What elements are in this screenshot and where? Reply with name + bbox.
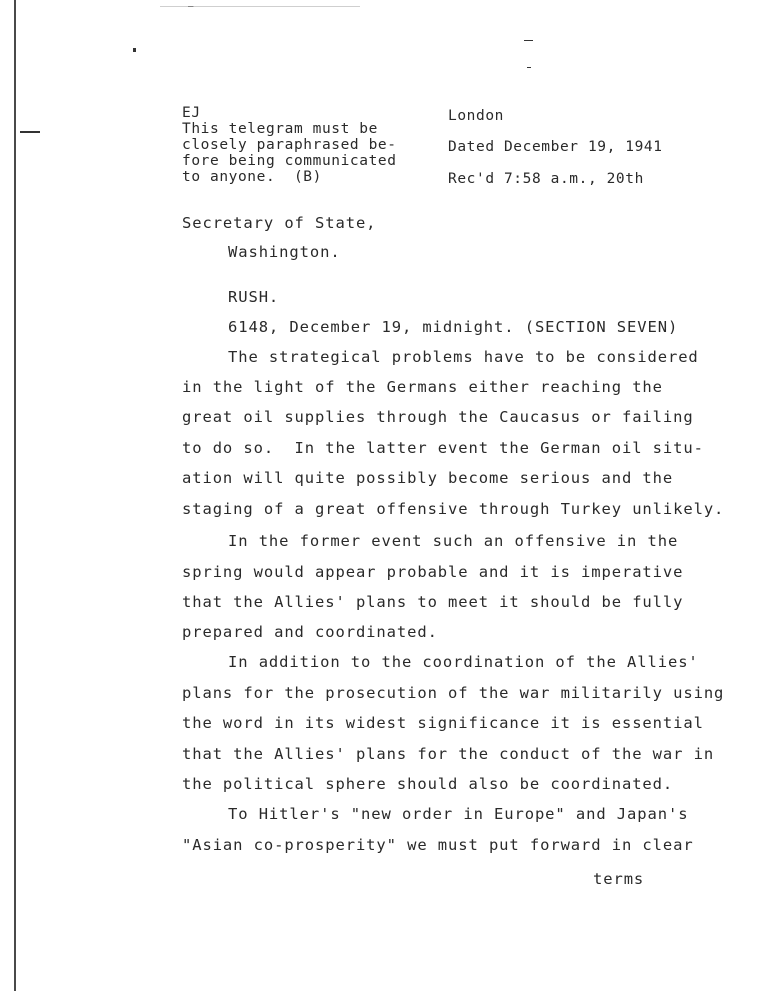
scan-speck — [133, 48, 136, 52]
routing-notice-line: This telegram must be — [182, 121, 378, 137]
body-line: that the Allies' plans to meet it should be fully — [182, 593, 684, 611]
scan-margin-mark — [20, 131, 40, 133]
body-line: The strategical problems have to be considered — [228, 348, 699, 366]
body-line: that the Allies' plans for the conduct of the war in — [182, 745, 715, 763]
scan-left-edge — [14, 0, 16, 991]
body-line: plans for the prosecution of the war militarily using — [182, 684, 725, 702]
body-line: prepared and coordinated. — [182, 623, 438, 641]
addressee-city: Washington. — [228, 243, 341, 261]
body-line: In the former event such an offensive in the — [228, 532, 679, 550]
dated-line: Dated December 19, 1941 — [448, 139, 663, 155]
body-line: great oil supplies through the Caucasus or failing — [182, 408, 694, 426]
body-line: to do so. In the latter event the German oil situ- — [182, 439, 704, 457]
body-line: staging of a great offensive through Turkey unlikely. — [182, 500, 725, 518]
body-line: the political sphere should also be coordinated. — [182, 775, 674, 793]
body-line: spring would appear probable and it is imperative — [182, 563, 684, 581]
scan-speck — [527, 67, 531, 68]
received-line: Rec'd 7:58 a.m., 20th — [448, 171, 644, 187]
body-line: in the light of the Germans either reaching the — [182, 378, 663, 396]
body-line: To Hitler's "new order in Europe" and Japan's — [228, 805, 689, 823]
body-line: In addition to the coordination of the Allies' — [228, 653, 699, 671]
body-line: "Asian co-prosperity" we must put forward in clear — [182, 836, 694, 854]
routing-notice-line: closely paraphrased be- — [182, 137, 397, 153]
body-line: the word in its widest significance it is essential — [182, 714, 704, 732]
scan-top-mark: — — [188, 2, 194, 12]
routing-code: EJ — [182, 105, 201, 121]
routing-notice-line: fore being communicated — [182, 153, 397, 169]
priority-label: RUSH. — [228, 288, 280, 306]
body-line: ation will quite possibly become serious and the — [182, 469, 674, 487]
routing-notice-line: to anyone. (B) — [182, 169, 322, 185]
addressee-title: Secretary of State, — [182, 214, 377, 232]
message-reference: 6148, December 19, midnight. (SECTION SEVEN) — [228, 318, 679, 336]
origin-city: London — [448, 108, 504, 124]
continuation-word: terms — [593, 870, 645, 888]
scan-speck — [524, 40, 533, 41]
